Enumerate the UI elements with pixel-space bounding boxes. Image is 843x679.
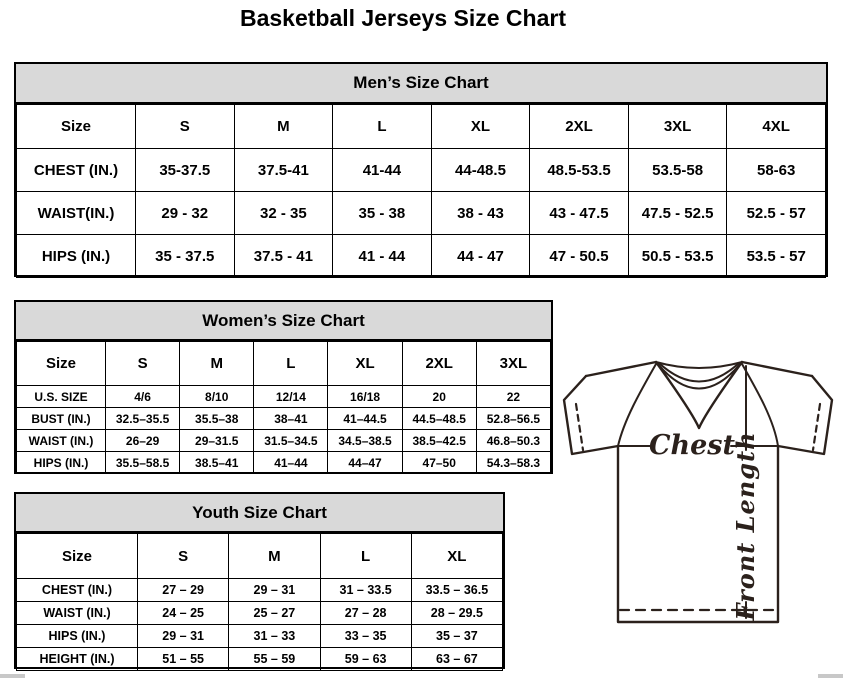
size-value-cell: 43 - 47.5 [530, 192, 629, 235]
youth-chart-title: Youth Size Chart [16, 494, 503, 533]
table-row [17, 452, 551, 474]
size-value-cell: 12/14 [254, 386, 328, 408]
row-label: CHEST (IN.) [17, 579, 138, 602]
youth-size-chart [14, 492, 505, 669]
size-value-cell: 26–29 [106, 430, 180, 452]
size-value-cell: 44–47 [328, 452, 402, 474]
row-label: BUST (IN.) [17, 408, 106, 430]
row-label: HIPS (IN.) [17, 235, 136, 278]
chest-label: Chest [649, 430, 735, 461]
column-header: M [234, 105, 333, 149]
jersey-shoulder-left [586, 362, 656, 376]
mens-chart-title: Men’s Size Chart [16, 64, 826, 104]
size-value-cell: 41-44 [333, 149, 432, 192]
size-value-cell: 46.8–50.3 [476, 430, 550, 452]
table-row [17, 192, 826, 235]
size-value-cell: 32.5–35.5 [106, 408, 180, 430]
size-value-cell: 22 [476, 386, 550, 408]
scrollbar-stub-left[interactable] [0, 674, 25, 678]
size-value-cell: 59 – 63 [320, 648, 411, 671]
mens-size-table [16, 104, 826, 278]
womens-size-table [16, 341, 551, 474]
table-row [17, 602, 503, 625]
row-label: WAIST (IN.) [17, 602, 138, 625]
size-value-cell: 35.5–58.5 [106, 452, 180, 474]
size-value-cell: 38.5–42.5 [402, 430, 476, 452]
scrollbar-stub-right[interactable] [818, 674, 843, 678]
size-value-cell: 47–50 [402, 452, 476, 474]
size-value-cell: 16/18 [328, 386, 402, 408]
size-value-cell: 33.5 – 36.5 [411, 579, 502, 602]
size-value-cell: 33 – 35 [320, 625, 411, 648]
size-value-cell: 54.3–58.3 [476, 452, 550, 474]
size-value-cell: 31 – 33.5 [320, 579, 411, 602]
column-header: 4XL [727, 105, 826, 149]
jersey-collar-back [656, 362, 742, 368]
row-label: U.S. SIZE [17, 386, 106, 408]
womens-size-chart [14, 300, 553, 474]
column-header: Size [17, 105, 136, 149]
size-value-cell: 44-48.5 [431, 149, 530, 192]
size-value-cell: 50.5 - 53.5 [628, 235, 727, 278]
jersey-sleeve-left [564, 376, 618, 454]
size-value-cell: 20 [402, 386, 476, 408]
front-length-label: Front Length [731, 431, 760, 621]
size-value-cell: 52.8–56.5 [476, 408, 550, 430]
row-label: HIPS (IN.) [17, 452, 106, 474]
size-value-cell: 29 – 31 [229, 579, 320, 602]
jersey-collar-band-inner [657, 363, 741, 389]
size-value-cell: 37.5 - 41 [234, 235, 333, 278]
column-header: L [333, 105, 432, 149]
womens-chart-title: Women’s Size Chart [16, 302, 551, 341]
column-header: 2XL [402, 342, 476, 386]
page-title: Basketball Jerseys Size Chart [239, 5, 566, 31]
size-value-cell: 53.5 - 57 [727, 235, 826, 278]
size-value-cell: 27 – 28 [320, 602, 411, 625]
size-value-cell: 53.5-58 [628, 149, 727, 192]
row-label: HIPS (IN.) [17, 625, 138, 648]
size-value-cell: 35 – 37 [411, 625, 502, 648]
size-value-cell: 35 - 37.5 [136, 235, 235, 278]
table-row [17, 235, 826, 278]
column-header: M [180, 342, 254, 386]
size-value-cell: 44 - 47 [431, 235, 530, 278]
size-value-cell: 38.5–41 [180, 452, 254, 474]
column-header: L [320, 534, 411, 579]
size-value-cell: 35.5–38 [180, 408, 254, 430]
size-value-cell: 29 – 31 [138, 625, 229, 648]
row-label: WAIST (IN.) [17, 430, 106, 452]
column-header: S [138, 534, 229, 579]
row-label: HEIGHT (IN.) [17, 648, 138, 671]
column-header: M [229, 534, 320, 579]
row-label: WAIST(IN.) [17, 192, 136, 235]
jersey-shoulder-right [742, 362, 812, 376]
row-label: CHEST (IN.) [17, 149, 136, 192]
jersey-cuff-dashed-left [576, 404, 583, 450]
size-value-cell: 24 – 25 [138, 602, 229, 625]
mens-size-chart [14, 62, 828, 277]
column-header: XL [328, 342, 402, 386]
size-value-cell: 52.5 - 57 [727, 192, 826, 235]
mens-header-row [17, 105, 826, 149]
size-value-cell: 8/10 [180, 386, 254, 408]
size-value-cell: 51 – 55 [138, 648, 229, 671]
table-row [17, 648, 503, 671]
size-value-cell: 34.5–38.5 [328, 430, 402, 452]
youth-size-table [16, 533, 503, 671]
size-value-cell: 47 - 50.5 [530, 235, 629, 278]
column-header: S [136, 105, 235, 149]
jersey-cuff-dashed-right [813, 404, 820, 450]
size-value-cell: 37.5-41 [234, 149, 333, 192]
column-header: 2XL [530, 105, 629, 149]
table-row [17, 149, 826, 192]
size-value-cell: 63 – 67 [411, 648, 502, 671]
table-row [17, 408, 551, 430]
table-row [17, 579, 503, 602]
jersey-sleeve-right [778, 376, 832, 454]
column-header: XL [431, 105, 530, 149]
size-value-cell: 41–44 [254, 452, 328, 474]
table-row [17, 386, 551, 408]
size-value-cell: 29 - 32 [136, 192, 235, 235]
size-value-cell: 41 - 44 [333, 235, 432, 278]
size-value-cell: 55 – 59 [229, 648, 320, 671]
size-value-cell: 31.5–34.5 [254, 430, 328, 452]
table-row [17, 430, 551, 452]
size-value-cell: 47.5 - 52.5 [628, 192, 727, 235]
size-value-cell: 48.5-53.5 [530, 149, 629, 192]
column-header: XL [411, 534, 502, 579]
size-value-cell: 28 – 29.5 [411, 602, 502, 625]
column-header: 3XL [476, 342, 550, 386]
womens-header-row [17, 342, 551, 386]
size-value-cell: 27 – 29 [138, 579, 229, 602]
size-value-cell: 44.5–48.5 [402, 408, 476, 430]
size-value-cell: 38–41 [254, 408, 328, 430]
size-value-cell: 35 - 38 [333, 192, 432, 235]
table-row [17, 625, 503, 648]
size-value-cell: 31 – 33 [229, 625, 320, 648]
size-value-cell: 35-37.5 [136, 149, 235, 192]
column-header: Size [17, 534, 138, 579]
size-value-cell: 25 – 27 [229, 602, 320, 625]
size-value-cell: 58-63 [727, 149, 826, 192]
size-value-cell: 32 - 35 [234, 192, 333, 235]
column-header: S [106, 342, 180, 386]
youth-header-row [17, 534, 503, 579]
column-header: Size [17, 342, 106, 386]
jersey-measurement-diagram [556, 354, 842, 654]
size-value-cell: 41–44.5 [328, 408, 402, 430]
size-value-cell: 4/6 [106, 386, 180, 408]
size-value-cell: 29–31.5 [180, 430, 254, 452]
size-value-cell: 38 - 43 [431, 192, 530, 235]
column-header: 3XL [628, 105, 727, 149]
column-header: L [254, 342, 328, 386]
